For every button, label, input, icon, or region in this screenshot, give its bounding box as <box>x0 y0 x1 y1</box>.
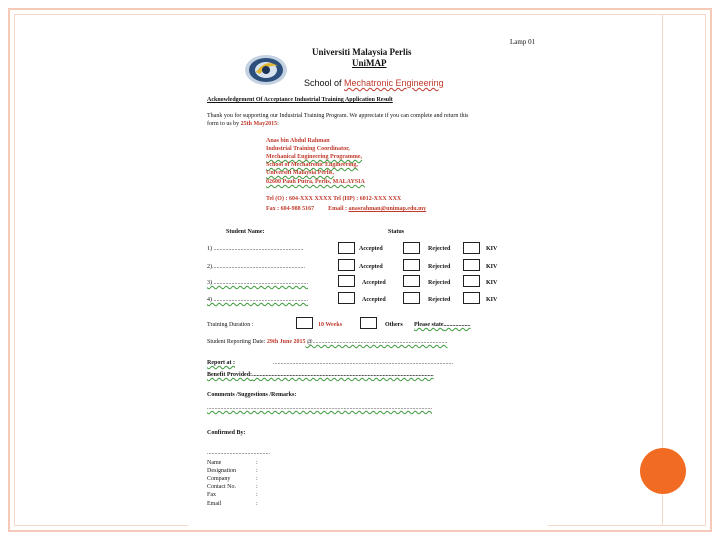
document-page <box>188 30 548 526</box>
accepted-label: Accepted <box>362 297 386 303</box>
page-label: Lamp 01 <box>510 38 536 46</box>
rejected-label: Rejected <box>428 264 451 270</box>
field-name-label: Name <box>207 460 222 466</box>
field-fax-colon: : <box>256 492 258 498</box>
kiv-checkbox[interactable] <box>463 242 480 254</box>
field-company-label: Company <box>207 476 231 482</box>
intro-deadline: 25th May2015 <box>240 121 278 127</box>
rejected-label: Rejected <box>428 297 451 303</box>
address-fax-email <box>266 206 426 213</box>
address-email[interactable]: anasrahman@unimap.edu.my <box>348 206 427 212</box>
intro-line-1: Thank you for supporting our Industrial Training Program. We appreciate if you can complete and return this <box>207 113 469 119</box>
school-line <box>304 78 444 88</box>
address-name: Anas bin Abdul Rahman <box>266 138 330 144</box>
accepted-checkbox[interactable] <box>338 275 355 287</box>
reporting-line: Student Reporting Date: 29th June 2015 @.......................................................................................... <box>207 339 448 345</box>
form-title: Acknowledgement Of Acceptance Industrial Training Application Result <box>207 97 393 103</box>
field-email-colon: : <box>256 501 258 507</box>
intro-prefix: form to us by <box>207 121 241 127</box>
accepted-label: Accepted <box>359 246 383 252</box>
accepted-label: Accepted <box>362 280 386 286</box>
field-designation-label: Designation <box>207 468 236 474</box>
row-name-line: 1) ............................................................ <box>207 246 304 252</box>
address-tel: Tel (O) : 604-XXX XXXX Tel (HP) : 6012-XXX XXX <box>266 196 402 202</box>
row-name-line: 3) ............................................................... <box>207 280 308 286</box>
accepted-label: Accepted <box>359 264 383 270</box>
address-email-label: Email : <box>328 206 349 212</box>
confirmed-by-label: Confirmed By: <box>207 430 246 436</box>
accepted-checkbox[interactable] <box>338 242 355 254</box>
training-others: Others <box>385 322 403 328</box>
address-fax: Fax : 604-988 5167 <box>266 206 315 212</box>
training-please-state: Please state.................. <box>414 322 471 328</box>
training-10-weeks-checkbox[interactable] <box>296 317 313 329</box>
university-name: Universiti Malaysia Perlis <box>312 47 412 57</box>
accepted-checkbox[interactable] <box>338 292 355 304</box>
rejected-checkbox[interactable] <box>403 275 420 287</box>
orange-circle-decoration <box>640 448 686 494</box>
field-name-colon: : <box>256 460 258 466</box>
address-role: Industrial Training Coordinator, <box>266 146 350 152</box>
address-program: Mechanical Engineering Programme, <box>266 154 363 160</box>
row-name-line: 2).............................................................. <box>207 264 305 270</box>
kiv-label: KIV <box>486 246 498 252</box>
signature-line: .......................................... <box>207 450 270 456</box>
rejected-checkbox[interactable] <box>403 259 420 271</box>
kiv-checkbox[interactable] <box>463 292 480 304</box>
field-contact-label: Contact No. <box>207 484 236 490</box>
training-others-checkbox[interactable] <box>360 317 377 329</box>
rejected-checkbox[interactable] <box>403 242 420 254</box>
address-school: School of Mechatronic Engineering, <box>266 162 358 168</box>
unimap-logo-icon <box>244 52 288 88</box>
address-univ: Universiti Malaysia Perlis, <box>266 170 334 176</box>
kiv-checkbox[interactable] <box>463 259 480 271</box>
intro-suffix: : <box>277 121 279 127</box>
rejected-label: Rejected <box>428 280 451 286</box>
kiv-label: KIV <box>486 264 498 270</box>
school-prefix: School of <box>304 78 345 88</box>
field-contact-colon: : <box>256 484 258 490</box>
report-at-label: Report at : <box>207 360 235 366</box>
kiv-label: KIV <box>486 280 498 286</box>
rejected-checkbox[interactable] <box>403 292 420 304</box>
accepted-checkbox[interactable] <box>338 259 355 271</box>
field-designation-colon: : <box>256 468 258 474</box>
report-at-dots: ........................................................................................................................ <box>273 360 453 366</box>
rejected-label: Rejected <box>428 246 451 252</box>
field-fax-label: Fax <box>207 492 216 498</box>
benefit-label: Benefit Provided:......................................................................................................................... <box>207 372 434 378</box>
training-duration-label: Training Duration : <box>207 322 254 328</box>
comments-label: Comments /Suggestions /Remarks: <box>207 392 297 398</box>
reporting-suffix: @ <box>305 339 313 345</box>
address-city: 02600 Pauh Putra, Perlis, MALAYSIA <box>266 179 365 185</box>
school-name: Mechatronic Engineering <box>344 78 444 88</box>
field-email-label: Email <box>207 501 222 507</box>
reporting-label: Student Reporting Date: <box>207 339 267 345</box>
kiv-label: KIV <box>486 297 498 303</box>
training-weeks: 10 Weeks <box>318 322 343 328</box>
comments-line: ...................................................................................................................................................... <box>207 405 432 411</box>
row-name-line: 4) ............................................................... <box>207 297 308 303</box>
intro-line-2 <box>207 121 279 128</box>
reporting-date: 29th June 2015 <box>266 339 306 345</box>
col-student-name: Student Name: <box>226 229 265 235</box>
kiv-checkbox[interactable] <box>463 275 480 287</box>
col-status: Status <box>388 229 405 235</box>
university-short: UniMAP <box>352 58 387 68</box>
field-company-colon: : <box>256 476 258 482</box>
